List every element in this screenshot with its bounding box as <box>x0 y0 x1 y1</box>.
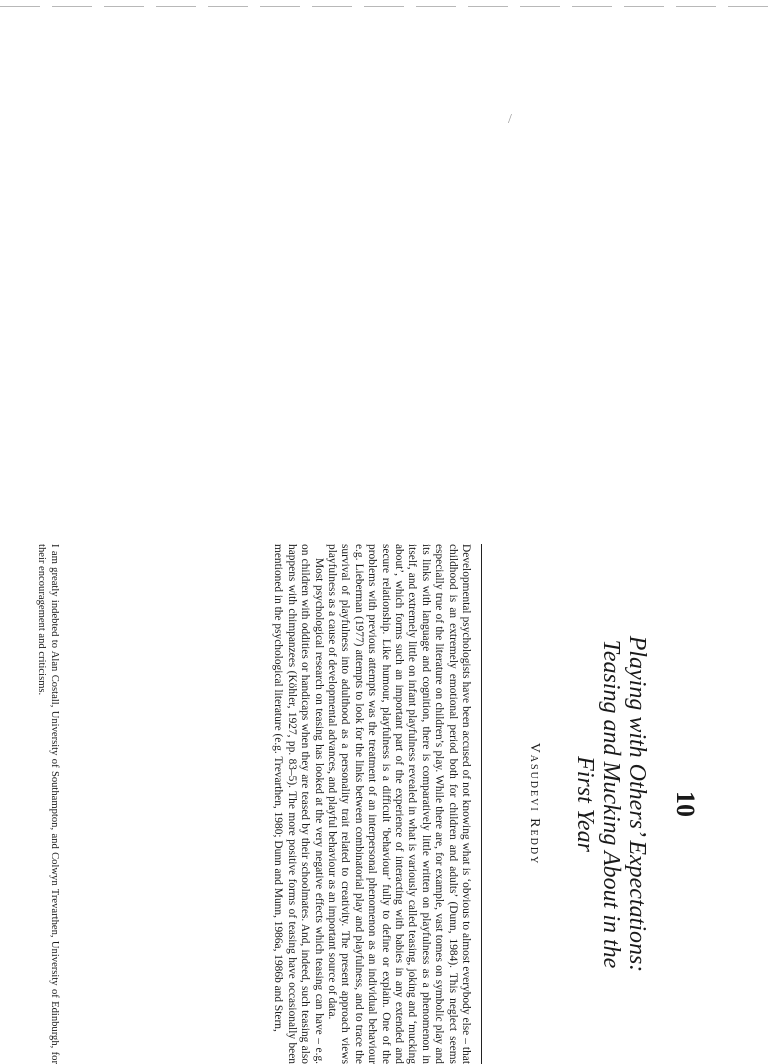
chapter-title-line: Playing with Others’ Expectations: <box>624 635 650 973</box>
chapter-title-line: Teasing and Mucking About in the <box>598 639 624 969</box>
chapter-title-line: First Year <box>572 756 598 852</box>
chapter-title <box>572 544 650 1064</box>
chapter-number: 10 <box>671 791 700 817</box>
author-name: Vasudevi Reddy <box>527 742 542 866</box>
paragraph: Most psychological research on teasing has looked at the very negative effects which teasing can have – e.g. on children with oddities or handicaps when they are teased by their schoolmates. And, indeed, such teasing also happens with chimpanzees (Köhler, 1927, pp. 83–5). The more positive forms of teasing have occasionally been mentioned in the psychological literature (e.g. Trevarthen, 1980; Dunn and Munn, 1986a, 1986b and Stern, <box>272 544 325 1064</box>
pen-mark: / <box>508 112 512 127</box>
book-page <box>0 544 700 1064</box>
footnote: I am greatly indebted to Alan Costall, University of Southampton, and Colwyn Trevarthen, University of Edinburgh, for their encouragement and criticisms. <box>36 544 60 1064</box>
scan-edge-line <box>0 6 768 7</box>
body-text <box>271 544 472 1064</box>
paragraph: Developmental psychologists have been accused of not knowing what is ‘obvious to almost everybody else – that childhood is an extremely emotional period both for children and adults’ (Dunn, 1984). This neglect seems especially true of the literature on children’s play. While there are, for example, vast tomes on symbolic play and its links with language and cognition, there is comparatively little written on playfulness as a phenomenon in itself, and extremely little on infant playfulness revealed in what is variously called teasing, joking and ‘mucking about’, which forms such an important part of the experience of interacting with babies in any extended and secure relationship. Like humour, playfulness is a difficult ‘behaviour’ fully to define or explain. One of the problems with previous attempts was the treatment of an interpersonal phenomenon as an individual behaviour e.g. Lieberman (1977) attempts to look for the links between combinatorial play and playfulness, and to trace the survival of playfulness into adulthood as a personality trait related to creativity. The present approach views playfulness as a cause of developmental advances, and playful behaviour as an important source of data. <box>325 544 472 1064</box>
title-divider <box>481 544 482 1064</box>
